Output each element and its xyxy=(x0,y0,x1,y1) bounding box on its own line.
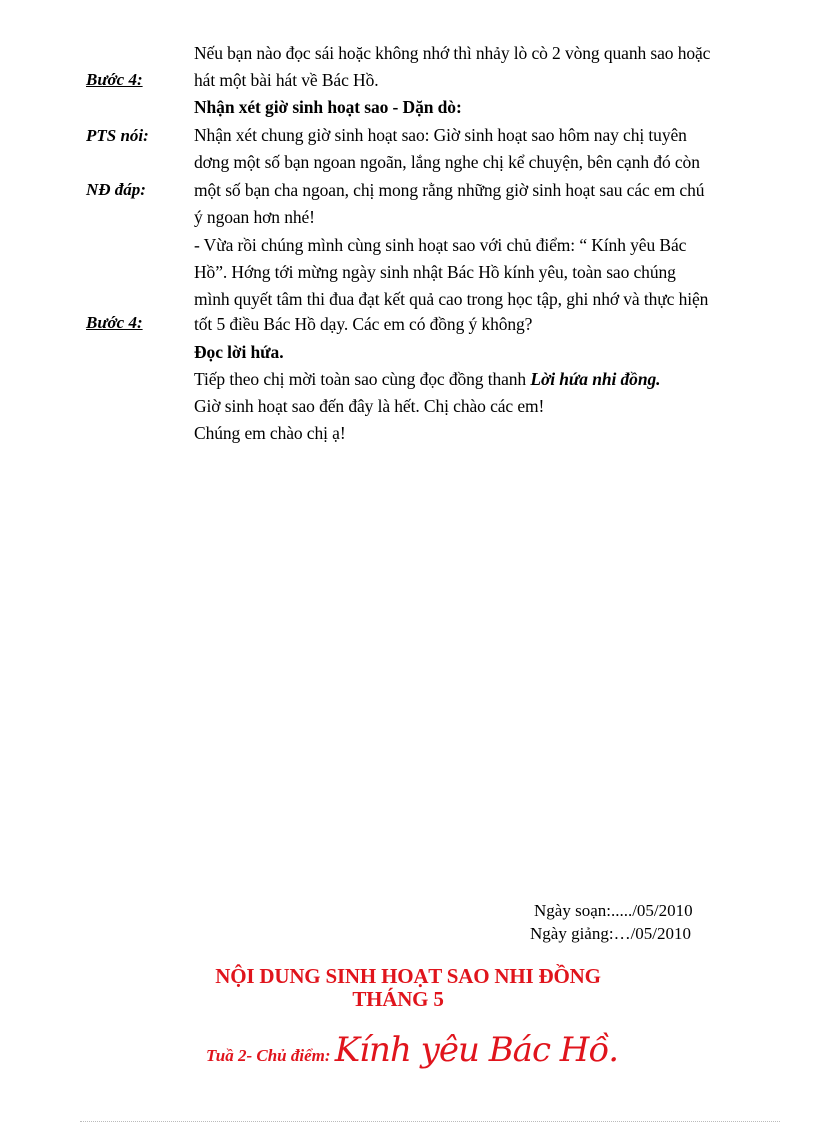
document-title-line-1: NỘI DUNG SINH HOẠT SAO NHI ĐỒNG xyxy=(215,964,601,988)
body-line-8: - Vừa rồi chúng mình cùng sinh hoạt sao với chủ điểm: “ Kính yêu Bác xyxy=(194,235,687,255)
pledge-title-emphasis: Lời hứa nhi đồng. xyxy=(530,369,661,389)
pts-speaker-label: PTS nói: xyxy=(86,126,149,145)
body-line-15: Chúng em chào chị ạ! xyxy=(194,423,346,443)
body-line-1: Nếu bạn nào đọc sái hoặc không nhớ thì nhảy lò cò 2 vòng quanh sao hoặc xyxy=(194,43,711,63)
section-heading-review: Nhận xét giờ sinh hoạt sao - Dặn dò: xyxy=(194,97,462,117)
body-line-2: hát một bài hát về Bác Hồ. xyxy=(194,70,379,90)
body-line-6: một số bạn cha ngoan, chị mong rằng những giờ sinh hoạt sau các em chú xyxy=(194,180,705,200)
section-heading-pledge: Đọc lời hứa. xyxy=(194,342,284,362)
teach-date: Ngày giảng:…/05/2010 xyxy=(530,924,692,943)
body-line-14: Giờ sinh hoạt sao đến đây là hết. Chị chào các em! xyxy=(194,396,545,416)
week-theme-prefix: Tuầ 2- Chủ điểm: xyxy=(206,1046,335,1065)
nd-reply-label: NĐ đáp: xyxy=(86,180,146,199)
body-line-5: dơng một số bạn ngoan ngoãn, lắng nghe chị kể chuyện, bên cạnh đó còn xyxy=(194,152,700,172)
body-line-11: tốt 5 điều Bác Hồ dạy. Các em có đồng ý không? xyxy=(194,314,533,334)
step-4-label-top: Bước 4: xyxy=(86,70,143,89)
document-title-line-2: THÁNG 5 xyxy=(352,987,444,1011)
step-4-label-bottom: Bước 4: xyxy=(86,313,143,332)
body-line-7: ý ngoan hơn nhé! xyxy=(194,207,315,227)
body-line-4: Nhận xét chung giờ sinh hoạt sao: Giờ sinh hoạt sao hôm nay chị tuyên xyxy=(194,125,687,145)
body-line-10: mình quyết tâm thi đua đạt kết quả cao trong học tập, ghi nhớ và thực hiện xyxy=(194,289,709,309)
page-bottom-dotted-rule xyxy=(80,1121,780,1122)
pledge-intro-text: Tiếp theo chị mời toàn sao cùng đọc đồng thanh xyxy=(194,369,531,389)
week-theme xyxy=(206,1030,618,1070)
week-theme-title: Kính yêu Bác Hồ. xyxy=(334,1030,619,1070)
body-line-13 xyxy=(194,369,660,390)
body-line-9: Hồ”. Hớng tới mừng ngày sinh nhật Bác Hồ kính yêu, toàn sao chúng xyxy=(194,262,676,282)
prep-date: Ngày soạn:...../05/2010 xyxy=(534,901,693,920)
